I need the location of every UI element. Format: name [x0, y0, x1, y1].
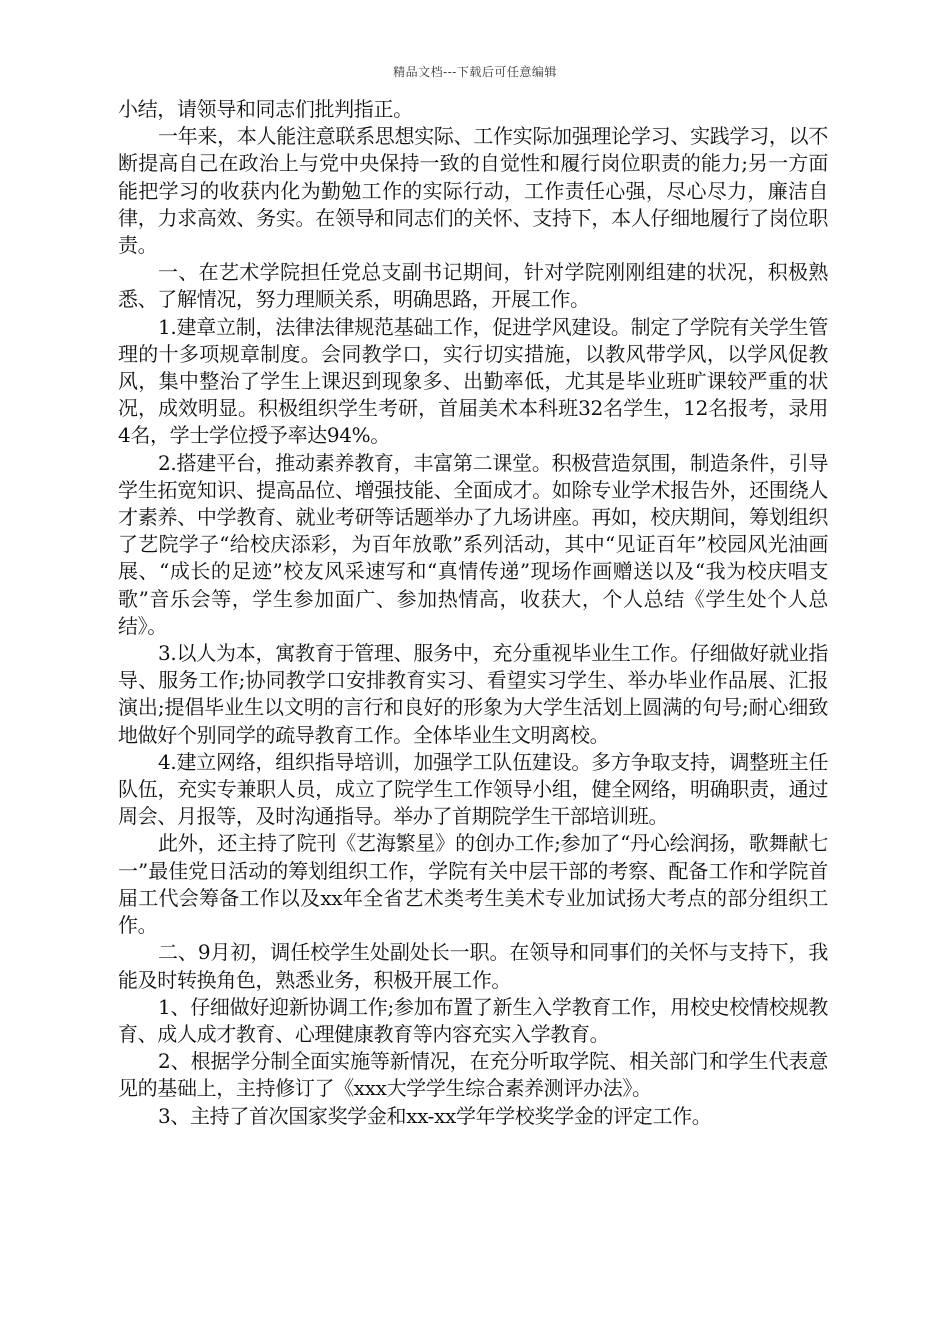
- paragraph-item-1: 1.建章立制，法律法律规范基础工作，促进学风建设。制定了学院有关学生管理的十多项规章制度。会同教学口，实行切实措施，以教风带学风，以学风促教风，集中整治了学生上课迟到现象多、出勤率低，尤其是毕业班旷课较严重的状况，成效明显。积极组织学生考研，首届美术本科班32名学生，12名报考，录用4名，学士学位授予率达94%。: [118, 314, 828, 448]
- page-header: 精品文档---下载后可任意编辑: [393, 65, 557, 79]
- paragraph-section-two-item-2: 2、根据学分制全面实施等新情况，在充分听取学院、相关部门和学生代表意见的基础上，主持修订了《xxx大学学生综合素养测评办法》。: [118, 1049, 828, 1101]
- paragraph-section-two-item-1: 1、仔细做好迎新协调工作;参加布置了新生入学教育工作，用校史校情校规教育、成人成才教育、心理健康教育等内容充实入学教育。: [118, 994, 828, 1046]
- document-body: [118, 96, 828, 1130]
- paragraph-item-4: 4.建立网络，组织指导培训，加强学工队伍建设。多方争取支持，调整班主任队伍，充实专兼职人员，成立了院学生工作领导小组，健全网络，明确职责，通过周会、月报等，及时沟通指导。举办了首期院学生干部培训班。: [118, 749, 828, 829]
- paragraph-item-2: 2.搭建平台，推动素养教育，丰富第二课堂。积极营造氛围，制造条件，引导学生拓宽知识、提高品位、增强技能、全面成才。如除专业学术报告外，还围绕人才素养、中学教育、就业考研等话题举办了九场讲座。再如，校庆期间，筹划组织了艺院学子“给校庆添彩，为百年放歌”系列活动，其中“见证百年”校园风光油画展、“成长的足迹”校友风采速写和“真情传递”现场作画赠送以及“我为校庆唱支歌”音乐会等，学生参加面广、参加热情高，收获大，个人总结《学生处个人总结》。: [118, 450, 828, 638]
- paragraph-overview: 一年来，本人能注意联系思想实际、工作实际加强理论学习、实践学习，以不断提高自己在政治上与党中央保持一致的自觉性和履行岗位职责的能力;另一方面能把学习的收获内化为勤勉工作的实际行动，工作责任心强，尽心尽力，廉洁自律，力求高效、务实。在领导和同志们的关怀、支持下，本人仔细地履行了岗位职责。: [118, 124, 828, 258]
- paragraph-section-two: 二、9月初，调任校学生处副处长一职。在领导和同事们的关怀与支持下，我能及时转换角色，熟悉业务，积极开展工作。: [118, 940, 828, 992]
- paragraph-section-one: 一、在艺术学院担任党总支副书记期间，针对学院刚刚组建的状况，积极熟悉、了解情况，努力理顺关系，明确思路，开展工作。: [118, 260, 828, 312]
- paragraph-additional: 此外，还主持了院刊《艺海繁星》的创办工作;参加了“丹心绘润扬，歌舞献七一”最佳党日活动的筹划组织工作，学院有关中层干部的考察、配备工作和学院首届工代会筹备工作以及xx年全省艺术类考生美术专业加试扬大考点的部分组织工作。: [118, 831, 828, 938]
- paragraph-item-3: 3.以人为本，寓教育于管理、服务中，充分重视毕业生工作。仔细做好就业指导、服务工作;协同教学口安排教育实习、看望实习学生、举办毕业作品展、汇报演出;提倡毕业生以文明的言行和良好的形象为大学生活划上圆满的句号;耐心细致地做好个别同学的疏导教育工作。全体毕业生文明离校。: [118, 641, 828, 747]
- paragraph-section-two-item-3: 3、主持了首次国家奖学金和xx-xx学年学校奖学金的评定工作。: [158, 1103, 712, 1128]
- paragraph-intro-tail: 小结，请领导和同志们批判指正。: [118, 97, 413, 121]
